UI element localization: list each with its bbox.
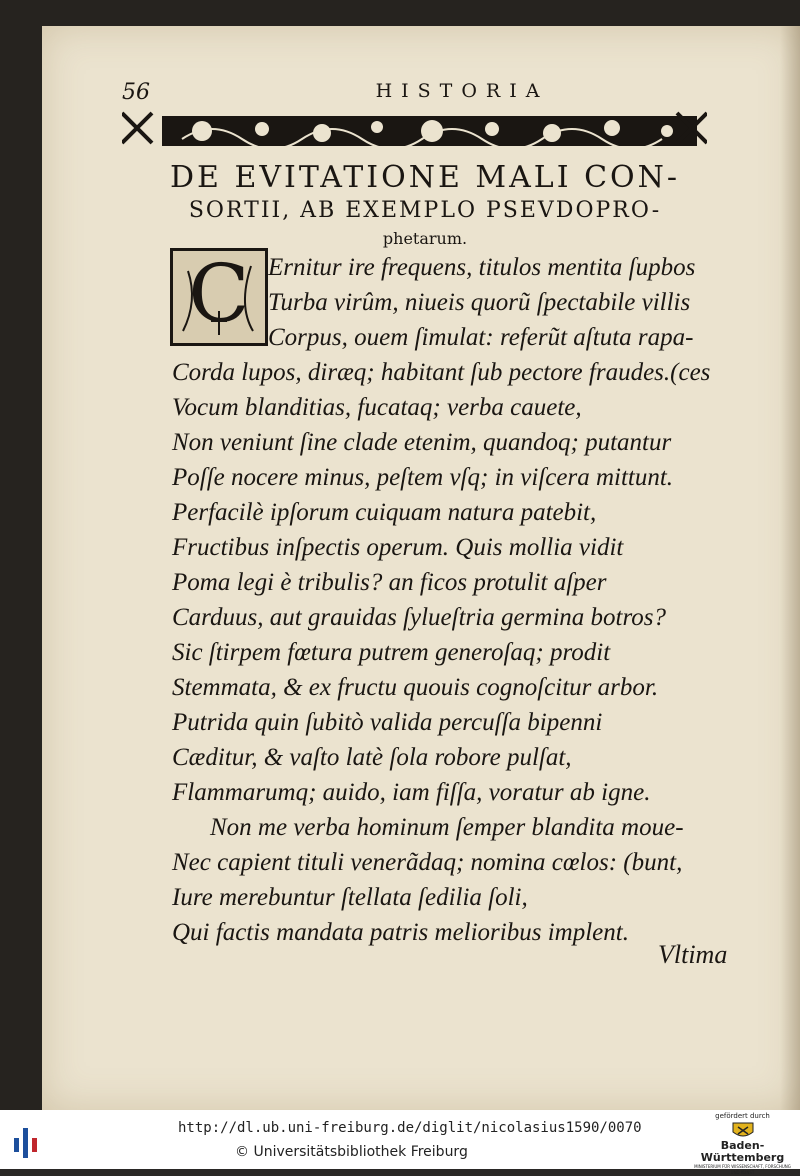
verse-line: Flammarumq; auido, iam fiſſa, voratur ab igne. bbox=[172, 779, 651, 806]
ornamental-band bbox=[122, 91, 707, 161]
verse-line: Corda lupos, diræq; habitant ſub pectore fraudes.(ces bbox=[172, 359, 711, 386]
decorated-initial bbox=[170, 248, 268, 346]
crest-icon bbox=[730, 1122, 756, 1140]
verse-line: Non me verba hominum ſemper blandita moue- bbox=[210, 814, 684, 841]
verse-line: Putrida quin ſubitò valida percuſſa bipenni bbox=[172, 709, 603, 736]
verse-line: Nec capient tituli venerãdaq; nomina cœlos: (bunt, bbox=[172, 849, 683, 876]
verse-line: Qui factis mandata patris melioribus implent. bbox=[172, 919, 629, 946]
verse-line: Poſſe nocere minus, peſtem vſq; in viſcera mittunt. bbox=[172, 464, 674, 491]
verse-line: Fructibus inſpectis operum. Quis mollia vidit bbox=[172, 534, 624, 561]
university-logo-icon bbox=[14, 1120, 44, 1160]
footer-bar bbox=[0, 1110, 800, 1175]
catchword: Vltima bbox=[658, 940, 728, 969]
verse-line: Perfacilè ipſorum cuiquam natura patebit, bbox=[172, 499, 597, 526]
verse-line: Carduus, aut grauidas ſylueſtria germina botros? bbox=[172, 604, 667, 631]
funder-logo bbox=[690, 1112, 795, 1175]
verse-line: Sic ſtirpem fœtura putrem generoſaq; prodit bbox=[172, 639, 611, 666]
running-title: HISTORIA bbox=[375, 80, 549, 102]
permalink-url[interactable]: http://dl.ub.uni-freiburg.de/diglit/nicolasius1590/0070 bbox=[178, 1120, 642, 1136]
heading-line-2: SORTII, AB EXEMPLO PSEVDOPRO- bbox=[188, 198, 662, 223]
chapter-heading bbox=[120, 160, 730, 252]
verse-line: Cæditur, & vaſto latè ſola robore pulſat, bbox=[172, 744, 572, 771]
verse-line: Stemmata, & ex fructu quouis cognoſcitur arbor. bbox=[172, 674, 659, 701]
verse-line: Corpus, ouem ſimulat: referũt aſtuta rapa- bbox=[268, 324, 694, 351]
verse-line: Non veniunt ſine clade etenim, quandoq; putantur bbox=[172, 429, 672, 456]
funder-subtitle: MINISTERIUM FÜR WISSENSCHAFT, FORSCHUNG UND KUNST bbox=[694, 1164, 791, 1175]
verse-line: Vocum blanditias, fucataq; verba cauete, bbox=[172, 394, 582, 421]
copyright-notice: © Universitätsbibliothek Freiburg bbox=[235, 1144, 468, 1160]
page-edge-shadow bbox=[780, 26, 800, 1110]
funder-label: gefördert durch bbox=[715, 1112, 770, 1120]
initial-letter: C bbox=[188, 247, 250, 340]
verse-line: Poma legi è tribulis? an ficos protulit aſper bbox=[172, 569, 607, 596]
heading-line-1: DE EVITATIONE MALI CON- bbox=[169, 160, 681, 195]
verse-line: Ernitur ire frequens, titulos mentita ſupbos bbox=[268, 254, 696, 281]
verse-line: Iure merebuntur ſtellata ſedilia ſoli, bbox=[172, 884, 528, 911]
verse-line: Turba virûm, niueis quorũ ſpectabile villis bbox=[268, 289, 691, 316]
heading-line-3: phetarum. bbox=[382, 229, 468, 248]
page-number: 56 bbox=[122, 80, 150, 105]
funder-name: Baden-Württemberg bbox=[700, 1139, 785, 1164]
